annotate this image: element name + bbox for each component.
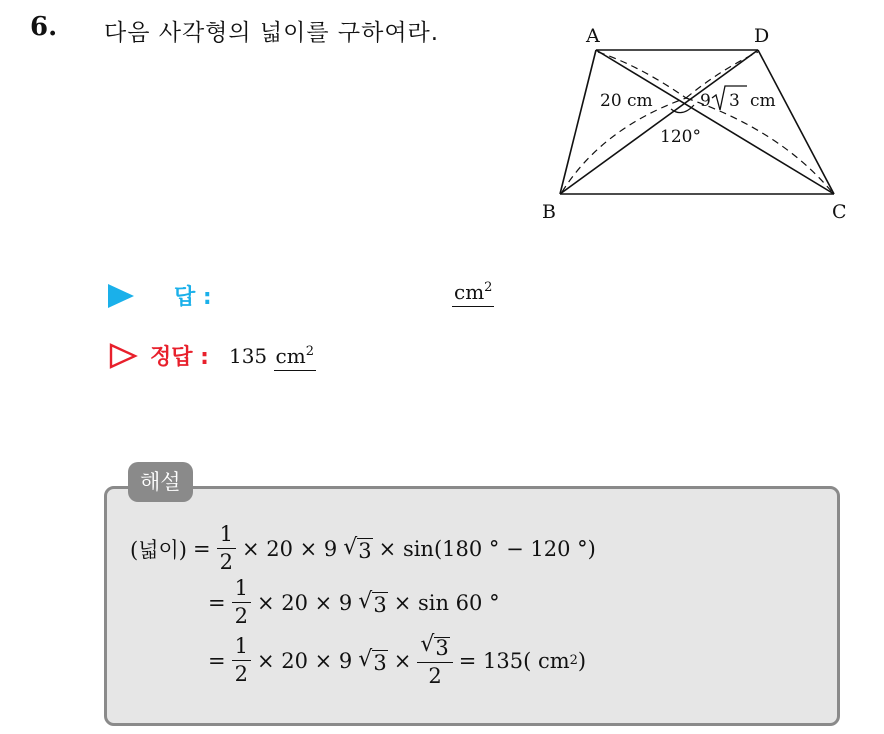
- label-120: 120°: [660, 127, 701, 147]
- angle-arc: [671, 105, 694, 113]
- label-sqrt3: 3: [729, 91, 740, 111]
- side-dc: [758, 50, 834, 194]
- correct-answer-row: [108, 340, 316, 371]
- solution-line-3: = $\frac{1}{2}$ × 20 × 9 √ 3 × √ 3 2 = 135( cm 2 ): [208, 632, 587, 688]
- solution-line-2: = $\frac{1}{2}$ × 20 × 9 √ 3 × sin 60 °: [208, 576, 500, 628]
- dashed-brace-oc: [686, 98, 832, 192]
- quadrilateral-figure: [530, 18, 860, 228]
- vertex-b: B: [542, 201, 556, 223]
- correct-arrow-icon: [108, 343, 138, 369]
- vertex-a: A: [586, 25, 600, 47]
- label-9: 9: [700, 91, 711, 111]
- correct-answer-label: 정답 :: [150, 345, 209, 370]
- diagonal-ac: [596, 50, 834, 194]
- solution-tab: 해설: [128, 462, 193, 502]
- answer-row: [108, 280, 212, 311]
- vertex-d: D: [754, 25, 770, 47]
- diagonal-bd: [560, 50, 758, 194]
- vertex-c: C: [832, 201, 847, 223]
- question-text: 다음 사각형의 넓이를 구하여라.: [104, 20, 440, 46]
- answer-label: 답 :: [174, 285, 212, 310]
- answer-arrow-icon: [108, 284, 134, 308]
- correct-answer-value: 135 $cm^2$: [229, 344, 316, 368]
- label-cm: cm: [750, 91, 776, 111]
- solution-line-1: (넓이) = $\frac{1}{2}$ × 20 × 9 √ 3 × sin(180 ° − 120 °): [130, 522, 596, 574]
- answer-unit: $cm^2$: [452, 280, 494, 304]
- label-20cm: 20 cm: [600, 91, 653, 111]
- question-number: 6.: [30, 12, 58, 42]
- dashed-brace-od: [686, 52, 758, 98]
